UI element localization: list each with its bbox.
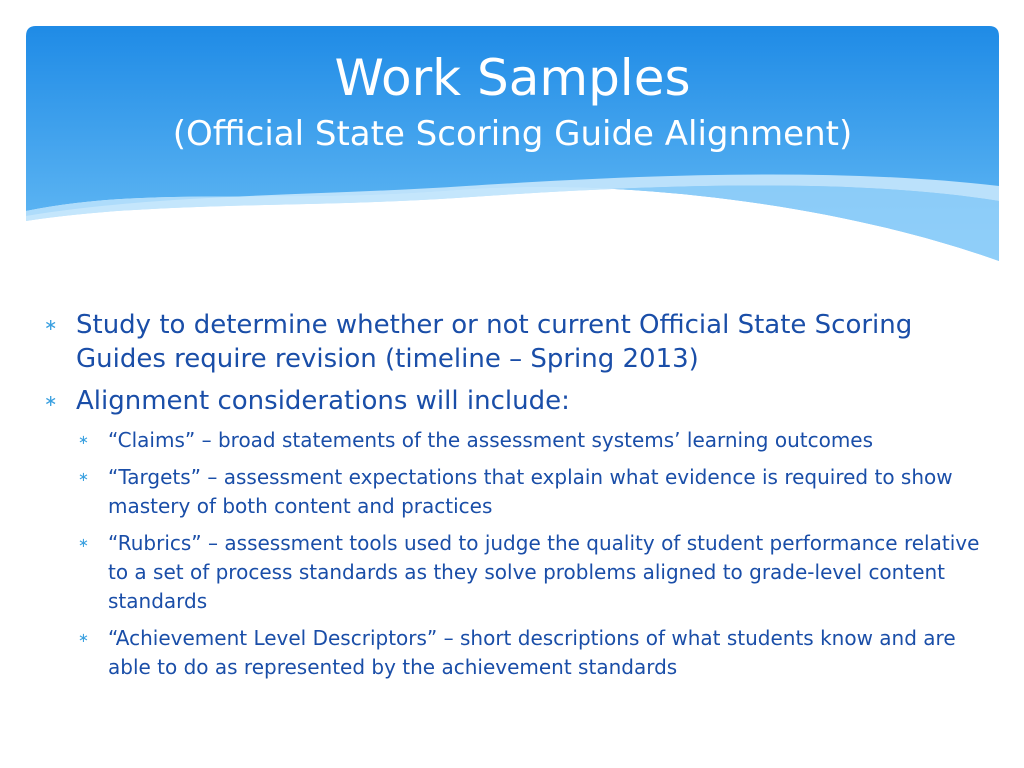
bullet-icon: ∗ xyxy=(44,391,58,410)
sub-bullet-list xyxy=(76,426,1004,682)
slide-title: Work Samples xyxy=(334,49,691,107)
sub-bullet-item xyxy=(76,529,1004,616)
bullet-item xyxy=(44,384,1004,418)
bullet-icon: ∗ xyxy=(44,315,58,334)
slide-subtitle: (Official State Scoring Guide Alignment) xyxy=(172,114,853,154)
sub-bullet-item xyxy=(76,624,1004,682)
sub-bullet-icon: ∗ xyxy=(78,470,89,485)
sub-bullet-icon: ∗ xyxy=(78,433,89,448)
title-block xyxy=(26,48,999,156)
sub-bullet-item xyxy=(76,426,1004,455)
sub-bullet-item xyxy=(76,463,1004,521)
sub-bullet-icon: ∗ xyxy=(78,631,89,646)
sub-bullet-text: “Targets” – assessment expectations that explain what evidence is required to show mastery of both content and practices xyxy=(108,465,953,518)
sub-bullet-icon: ∗ xyxy=(78,536,89,551)
sub-bullet-text: “Achievement Level Descriptors” – short descriptions of what students know and are able to do as represented by the achievement standards xyxy=(108,626,956,679)
sub-bullet-text: “Rubrics” – assessment tools used to judge the quality of student performance relative to a set of process standards as they solve problems aligned to grade-level content standards xyxy=(108,531,980,613)
bullet-list xyxy=(44,308,1004,690)
bullet-text: Study to determine whether or not current Official State Scoring Guides require revision (timeline – Spring 2013) xyxy=(76,310,913,374)
bullet-item xyxy=(44,308,1004,376)
sub-bullet-text: “Claims” – broad statements of the assessment systems’ learning outcomes xyxy=(108,428,874,452)
bullet-text: Alignment considerations will include: xyxy=(76,386,570,416)
